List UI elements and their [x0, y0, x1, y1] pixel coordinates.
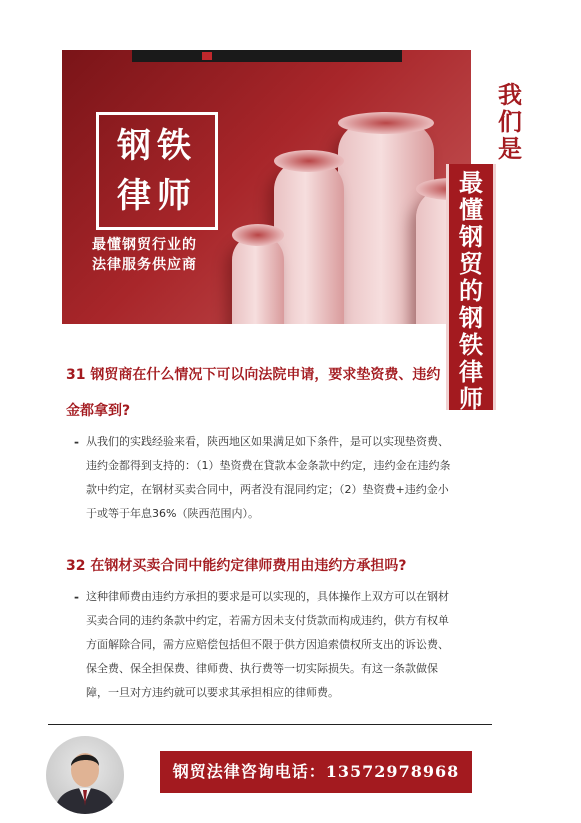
side-band-char: 的: [459, 277, 483, 305]
banner-top-bar: [132, 50, 402, 62]
question-32-answer: [74, 585, 474, 705]
answer-line: 款中约定，在钢材买卖合同中，两者没有混同约定；（2）垫资费+违约金小: [86, 483, 449, 496]
bullet-dash-icon: -: [74, 590, 79, 604]
brand-logo-box: [96, 112, 218, 230]
side-band-char: 铁: [459, 331, 483, 359]
question-32-title: 32 在钢材买卖合同中能约定律师费用由违约方承担吗?: [66, 558, 407, 574]
hero-banner: [62, 50, 471, 324]
answer-line: 买卖合同的违约条款中约定，若需方因未支付货款而构成违约，供方有权单: [86, 614, 449, 627]
brand-line-2: 律师: [117, 176, 197, 216]
footer-divider: [48, 724, 492, 725]
pipe-small: [232, 234, 284, 324]
answer-line: 于或等于年息36%（陕西范围内）。: [86, 507, 259, 520]
side-band-char: 钢: [459, 223, 483, 251]
side-slogan-band: [446, 164, 496, 413]
answer-line: 这种律师费由违约方承担的要求是可以实现的，具体操作上双方可以在钢材: [86, 590, 449, 603]
question-31-title-line-2: 金都拿到?: [66, 403, 131, 419]
answer-line: 障，一旦对方违约就可以要求其承担相应的律师费。: [86, 686, 339, 699]
consult-phone-banner: 钢贸法律咨询电话：13572978968: [160, 751, 472, 793]
answer-line: 违约金都得到支持的：（1）垫资费在貸款本金条款中约定，违约金在违约条: [86, 459, 451, 472]
side-title-char: 是: [498, 135, 522, 163]
side-band-char: 懂: [459, 196, 483, 224]
answer-line: 从我们的实践经验来看，陕西地区如果满足如下条件，是可以实现垫资费、: [86, 435, 449, 448]
bullet-dash-icon: -: [74, 435, 79, 449]
brand-line-1: 钢铁: [117, 126, 197, 166]
question-31-title-line-1: 31 钢贸商在什么情况下可以向法院申请，要求垫资费、违约: [66, 367, 441, 383]
side-band-char: 钢: [459, 304, 483, 332]
side-band-char: 贸: [459, 250, 483, 278]
tagline-2: 法律服务供应商: [92, 257, 197, 273]
tagline-1: 最懂钢贸行业的: [92, 237, 197, 253]
side-band-char: 最: [459, 169, 483, 197]
side-title: [492, 82, 528, 163]
answer-line: 保全费、保全担保费、律师费、执行费等一切实际损失。有这一条款做保: [86, 662, 438, 675]
answer-line: 方面解除合同，需方应赔偿包括但不限于供方因追索债权所支出的诉讼费、: [86, 638, 449, 651]
question-31-answer: [74, 430, 474, 526]
lawyer-avatar: [46, 736, 124, 814]
side-band-char: 师: [459, 385, 483, 413]
side-title-char: 我: [498, 81, 522, 109]
side-title-char: 们: [498, 108, 522, 136]
banner-logo-icon: [202, 52, 212, 60]
side-band-char: 律: [459, 358, 483, 386]
pipe-medium: [274, 160, 344, 324]
